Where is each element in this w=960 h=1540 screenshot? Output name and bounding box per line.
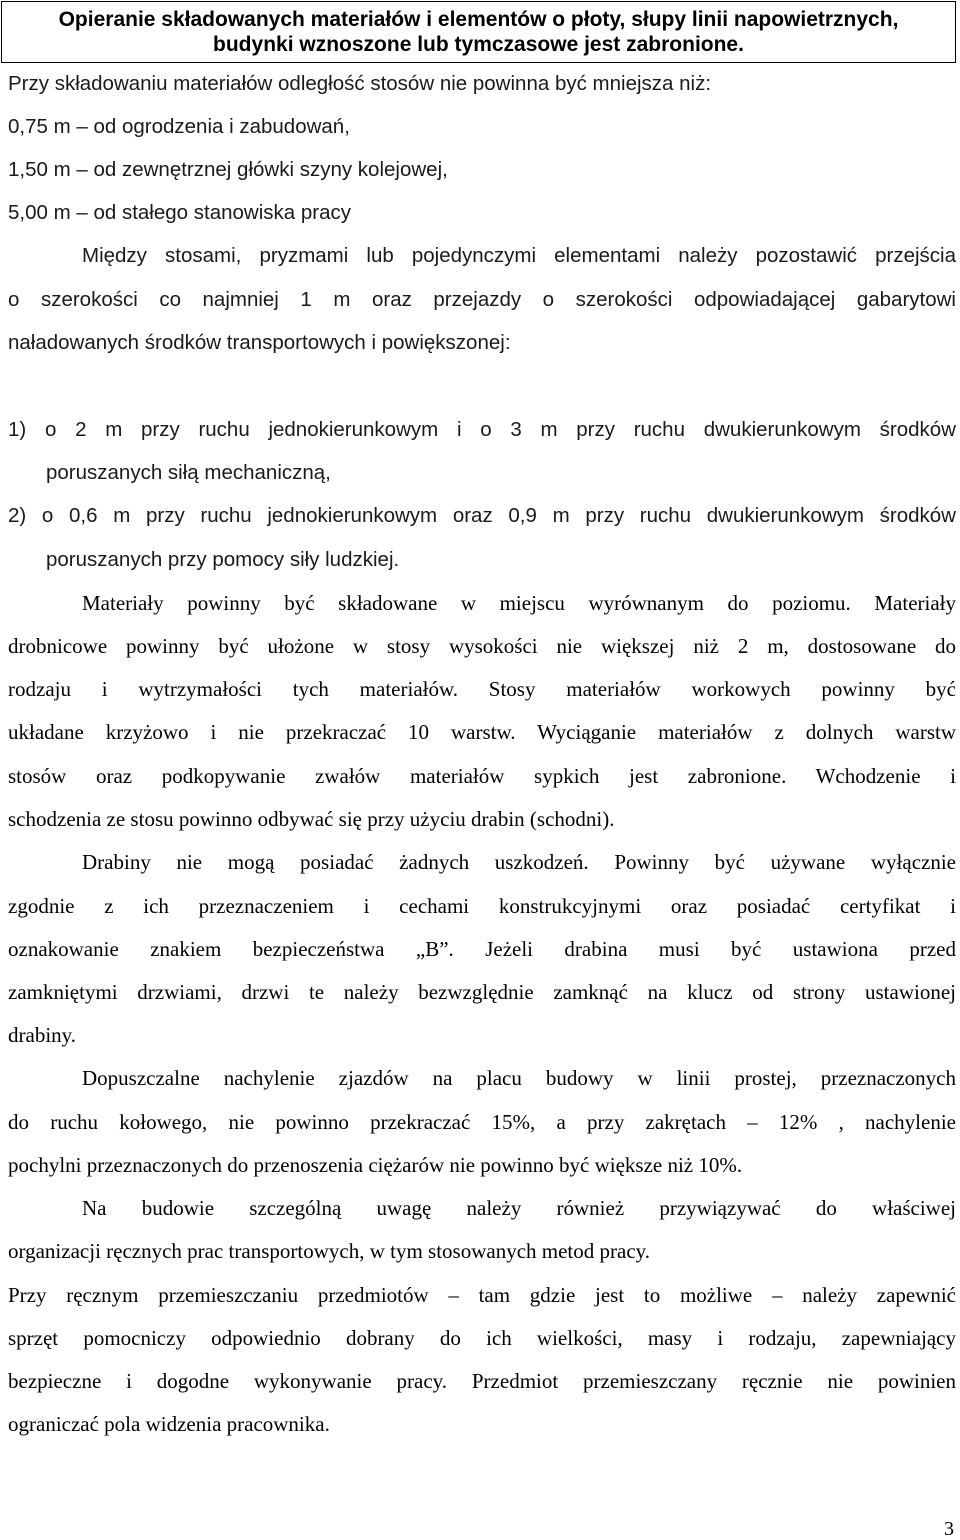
header-notice (2, 7, 955, 57)
paragraph-line: zgodnie z ich przeznaczeniem i cechami konstrukcyjnymi oraz posiadać certyfikat i (8, 894, 956, 918)
text-line: naładowanych środków transportowych i powiększonej: (8, 331, 511, 354)
paragraph-line: stosów oraz podkopywanie zwałów materiałów sypkich jest zabronione. Wchodzenie i (8, 764, 956, 788)
list-item-1-cont: poruszanych siłą mechaniczną, (46, 461, 331, 484)
text-line: Między stosami, pryzmami lub pojedynczymi elementami należy pozostawić przejścia (82, 244, 956, 267)
paragraph-line: zamkniętymi drzwiami, drzwi te należy bezwzględnie zamknąć na klucz od strony ustawionej (8, 980, 956, 1004)
text-line: Przy składowaniu materiałów odległość stosów nie powinna być mniejsza niż: (8, 72, 712, 95)
header-line-1: Opieranie składowanych materiałów i elementów o płoty, słupy linii napowietrznych, (58, 8, 899, 31)
paragraph-line: drabiny. (8, 1023, 77, 1047)
list-item-2: 2) o 0,6 m przy ruchu jednokierunkowym oraz 0,9 m przy ruchu dwukierunkowym środków (8, 504, 956, 527)
text-line: 1,50 m – od zewnętrznej główki szyny kolejowej, (8, 158, 448, 181)
page-number: 3 (944, 1518, 954, 1540)
header-line-2: budynki wznoszone lub tymczasowe jest zabronione. (213, 33, 744, 56)
text-line: 5,00 m – od stałego stanowiska pracy (8, 201, 351, 224)
paragraph-line: do ruchu kołowego, nie powinno przekraczać 15%, a przy zakrętach – 12% , nachylenie (8, 1110, 956, 1134)
paragraph-line: schodzenia ze stosu powinno odbywać się przy użyciu drabin (schodni). (8, 807, 615, 831)
paragraph-line: drobnicowe powinny być ułożone w stosy wysokości nie większej niż 2 m, dostosowane do (8, 634, 956, 658)
paragraph-line: układane krzyżowo i nie przekraczać 10 warstw. Wyciąganie materiałów z dolnych warstw (8, 720, 956, 744)
paragraph-line: Drabiny nie mogą posiadać żadnych uszkodzeń. Powinny być używane wyłącznie (82, 850, 956, 874)
text-line: 0,75 m – od ogrodzenia i zabudowań, (8, 115, 350, 138)
paragraph-line: pochylni przeznaczonych do przenoszenia ciężarów nie powinno być większe niż 10%. (8, 1153, 743, 1177)
paragraph-line: sprzęt pomocniczy odpowiednio dobrany do ich wielkości, masy i rodzaju, zapewniający (8, 1326, 956, 1350)
text-line: o szerokości co najmniej 1 m oraz przejazdy o szerokości odpowiadającej gabarytowi (8, 288, 956, 311)
paragraph-line: Materiały powinny być składowane w miejscu wyrównanym do poziomu. Materiały (82, 591, 956, 615)
list-item-2-cont: poruszanych przy pomocy siły ludzkiej. (46, 548, 400, 571)
list-item-1: 1) o 2 m przy ruchu jednokierunkowym i o 3 m przy ruchu dwukierunkowym środków (8, 418, 956, 441)
paragraph-line: Na budowie szczególną uwagę należy również przywiązywać do właściwej (82, 1196, 956, 1220)
paragraph-line: organizacji ręcznych prac transportowych, w tym stosowanych metod pracy. (8, 1239, 651, 1263)
paragraph-line: Dopuszczalne nachylenie zjazdów na placu budowy w linii prostej, przeznaczonych (82, 1066, 956, 1090)
paragraph-line: oznakowanie znakiem bezpieczeństwa „B”. Jeżeli drabina musi być ustawiona przed (8, 937, 956, 961)
paragraph-line: rodzaju i wytrzymałości tych materiałów. Stosy materiałów workowych powinny być (8, 677, 956, 701)
paragraph-line: ograniczać pola widzenia pracownika. (8, 1412, 330, 1436)
paragraph-line: Przy ręcznym przemieszczaniu przedmiotów – tam gdzie jest to możliwe – należy zapewnić (8, 1283, 956, 1307)
paragraph-line: bezpieczne i dogodne wykonywanie pracy. Przedmiot przemieszczany ręcznie nie powinien (8, 1369, 956, 1393)
